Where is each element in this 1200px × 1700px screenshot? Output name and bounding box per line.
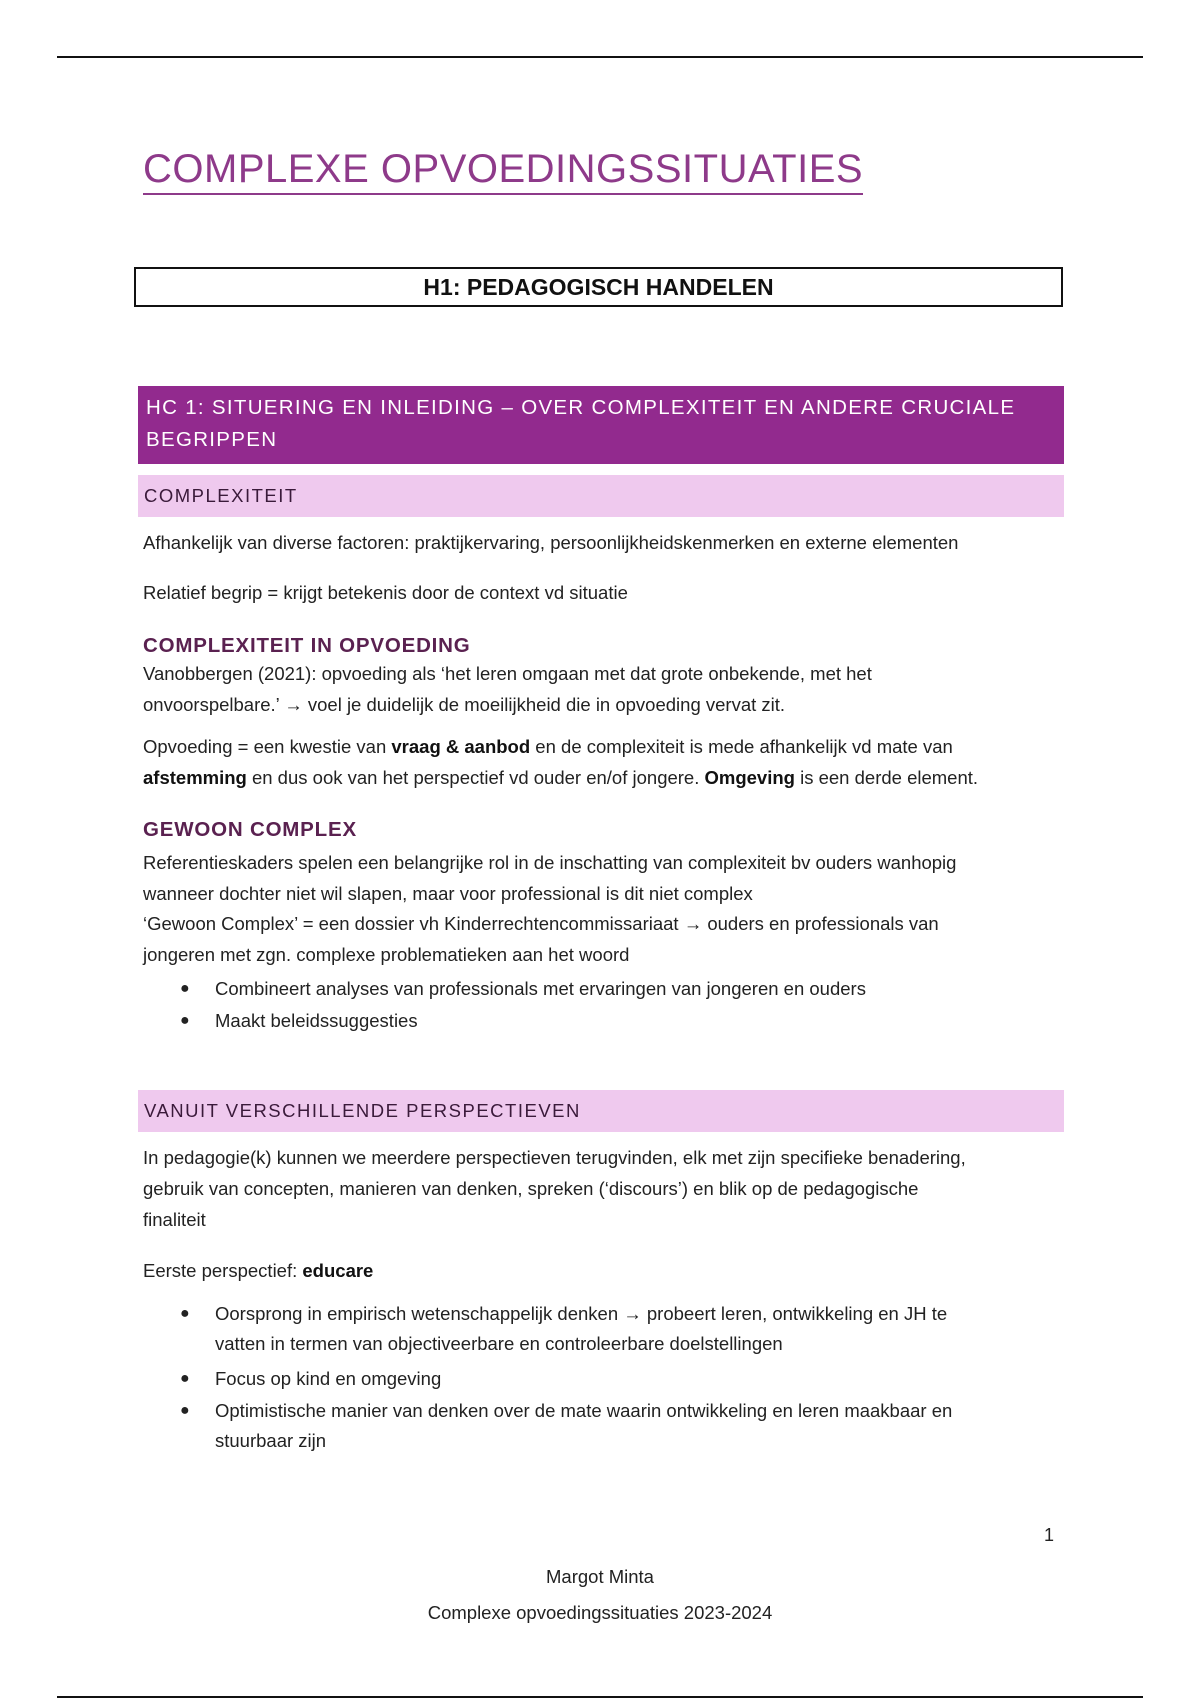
text-run: en dus ook van het perspectief vd ouder en/of jongere. xyxy=(246,767,705,788)
chapter-title: H1: PEDAGOGISCH HANDELEN xyxy=(423,273,774,300)
section-header-complexiteit xyxy=(138,475,1064,517)
footer-author: Margot Minta xyxy=(546,1566,654,1587)
lecture-heading-band xyxy=(138,386,1064,464)
bold-term: educare xyxy=(302,1260,374,1281)
paragraph: Relatief begrip = krijgt betekenis door de context vd situatie xyxy=(143,582,628,603)
bullet-icon: ● xyxy=(180,1012,190,1029)
paragraph xyxy=(143,1142,1068,1235)
bullet-icon: ● xyxy=(180,1305,190,1322)
text-line: gebruik van concepten, manieren van denken, spreken (‘discours’) en blik op de pedagogische xyxy=(143,1178,919,1199)
list-item-text xyxy=(215,1396,1060,1456)
text-run: is een derde element. xyxy=(794,767,979,788)
list-item-text: Maakt beleidssuggesties xyxy=(215,1010,418,1031)
text-line: Optimistische manier van denken over de mate waarin ontwikkeling en leren maakbaar en xyxy=(215,1400,953,1421)
list-item-text: Combineert analyses van professionals met ervaringen van jongeren en ouders xyxy=(215,978,866,999)
document-title: COMPLEXE OPVOEDINGSSITUATIES xyxy=(143,146,863,195)
chapter-title-box xyxy=(134,267,1063,307)
text-line: jongeren met zgn. complexe problematieken aan het woord xyxy=(143,943,630,965)
list-item-text xyxy=(215,1299,1060,1359)
bold-term: afstemming xyxy=(143,767,247,788)
footer-course: Complexe opvoedingssituaties 2023-2024 xyxy=(427,1602,773,1623)
header-rule xyxy=(57,56,1143,58)
paragraph xyxy=(143,1255,1068,1286)
text-run: Opvoeding = een kwestie van xyxy=(143,736,392,757)
list-item-text: Focus op kind en omgeving xyxy=(215,1368,442,1389)
lecture-heading-line-1: HC 1: SITUERING EN INLEIDING – OVER COMPLEXITEIT EN ANDERE CRUCIALE xyxy=(146,396,1016,419)
page-number: 1 xyxy=(1044,1525,1055,1545)
text-run: Eerste perspectief: xyxy=(143,1260,303,1281)
section-header-perspectieven xyxy=(138,1090,1064,1132)
list-item xyxy=(180,1364,1060,1394)
bold-term: vraag & aanbod xyxy=(391,736,531,757)
text-run: en de complexiteit is mede afhankelijk vd mate van xyxy=(530,736,953,757)
list-item xyxy=(180,974,1060,1004)
text-line: ‘Gewoon Complex’ = een dossier vh Kinderrechtencommissariaat → ouders en professionals van xyxy=(143,913,939,934)
list-item xyxy=(180,1396,1060,1456)
list-item xyxy=(180,1299,1060,1359)
footer-rule xyxy=(57,1696,1143,1698)
paragraph xyxy=(143,658,1068,720)
bullet-icon: ● xyxy=(180,1370,190,1387)
lecture-heading-line-2: BEGRIPPEN xyxy=(146,428,278,451)
section-header-label: COMPLEXITEIT xyxy=(144,485,298,506)
text-line: stuurbaar zijn xyxy=(215,1430,327,1451)
section-heading-gewoon-complex: GEWOON COMPLEX xyxy=(143,818,357,841)
text-line: Oorsprong in empirisch wetenschappelijk denken → probeert leren, ontwikkeling en JH te xyxy=(215,1303,948,1324)
text-line: wanneer dochter niet wil slapen, maar voor professional is dit niet complex xyxy=(143,882,753,904)
text-line: onvoorspelbare.’ → voel je duidelijk de moeilijkheid die in opvoeding vervat zit. xyxy=(143,694,786,715)
list-item xyxy=(180,1006,1060,1036)
bullet-icon: ● xyxy=(180,980,190,997)
text-line: finaliteit xyxy=(143,1209,206,1230)
text-line: vatten in termen van objectiveerbare en controleerbare doelstellingen xyxy=(215,1333,783,1354)
paragraph: Afhankelijk van diverse factoren: praktijkervaring, persoonlijkheidskenmerken en externe elementen xyxy=(143,532,959,553)
text-line: Vanobbergen (2021): opvoeding als ‘het leren omgaan met dat grote onbekende, met het xyxy=(143,663,872,684)
text-line: In pedagogie(k) kunnen we meerdere perspectieven terugvinden, elk met zijn specifieke benadering, xyxy=(143,1147,966,1168)
section-header-label: VANUIT VERSCHILLENDE PERSPECTIEVEN xyxy=(144,1100,581,1121)
paragraph xyxy=(143,731,1068,793)
paragraph xyxy=(143,848,1068,970)
section-heading-opvoeding: COMPLEXITEIT IN OPVOEDING xyxy=(143,634,471,657)
bold-term: Omgeving xyxy=(704,767,795,788)
bullet-icon: ● xyxy=(180,1402,190,1419)
text-line: Referentieskaders spelen een belangrijke rol in de inschatting van complexiteit bv ouders wanhopig xyxy=(143,852,957,873)
